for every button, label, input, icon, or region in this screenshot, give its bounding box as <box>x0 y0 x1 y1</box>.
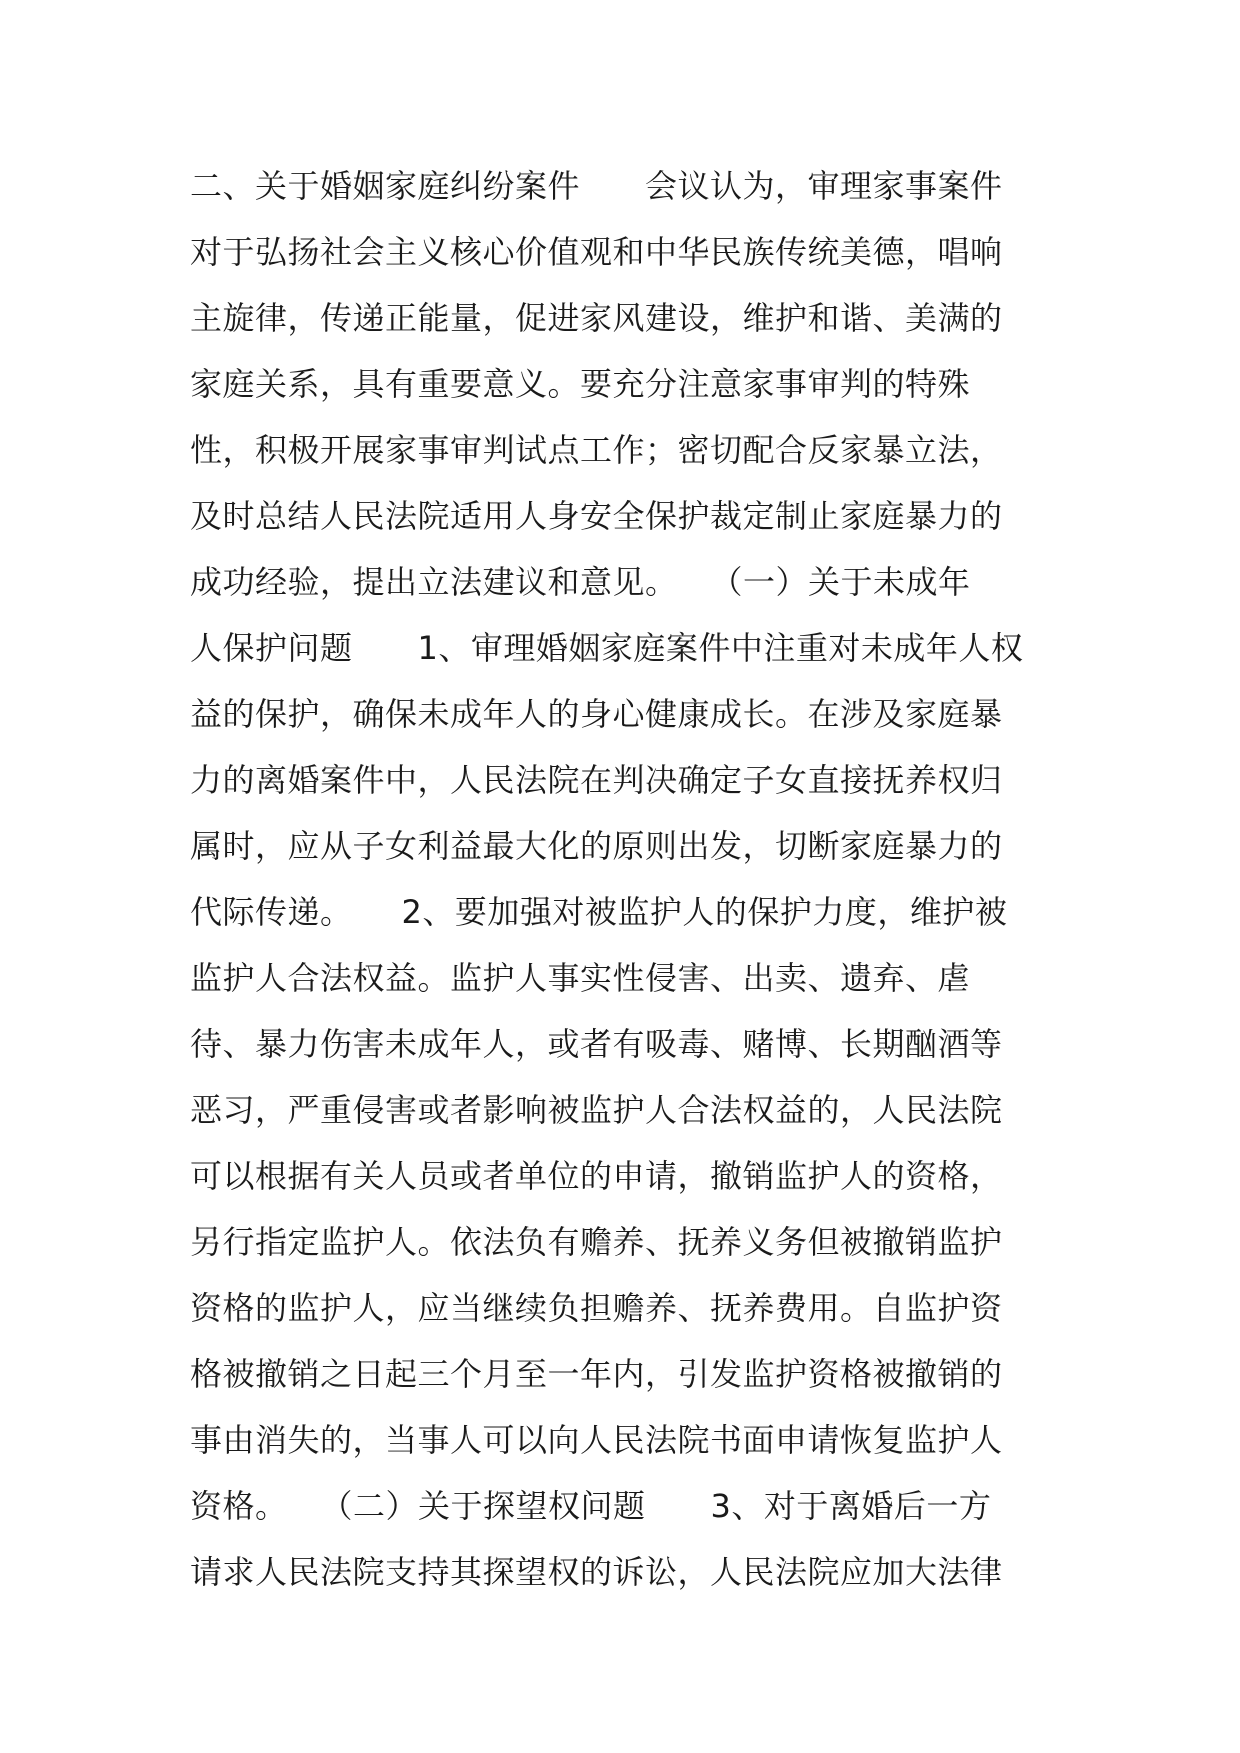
text-line: 可以根据有关人员或者单位的申请，撤销监护人的资格， <box>190 1157 1003 1195</box>
text-line: 主旋律，传递正能量，促进家风建设，维护和谐、美满的 <box>190 299 1003 337</box>
text-line: 对于弘扬社会主义核心价值观和中华民族传统美德，唱响 <box>190 233 1003 271</box>
text-line: 另行指定监护人。依法负有赡养、抚养义务但被撤销监护 <box>190 1223 1003 1261</box>
text-line: 请求人民法院支持其探望权的诉讼，人民法院应加大法律 <box>190 1553 1003 1591</box>
text-line: 力的离婚案件中，人民法院在判决确定子女直接抚养权归 <box>190 761 1003 799</box>
text-line: 人保护问题 1、审理婚姻家庭案件中注重对未成年人权 <box>190 629 1024 667</box>
text-line: 恶习，严重侵害或者影响被监护人合法权益的，人民法院 <box>190 1091 1003 1129</box>
text-line: 监护人合法权益。监护人事实性侵害、出卖、遗弃、虐 <box>190 959 971 997</box>
text-line: 二、关于婚姻家庭纠纷案件 会议认为，审理家事案件 <box>190 167 1003 205</box>
text-line: 及时总结人民法院适用人身安全保护裁定制止家庭暴力的 <box>190 497 1003 535</box>
text-line: 资格的监护人，应当继续负担赡养、抚养费用。自监护资 <box>190 1289 1003 1327</box>
text-line: 格被撤销之日起三个月至一年内，引发监护资格被撤销的 <box>190 1355 1003 1393</box>
text-line: 代际传递。 2、要加强对被监护人的保护力度，维护被 <box>190 893 1008 931</box>
text-line: 属时，应从子女利益最大化的原则出发，切断家庭暴力的 <box>190 827 1003 865</box>
text-line: 家庭关系，具有重要意义。要充分注意家事审判的特殊 <box>190 365 971 403</box>
text-line: 益的保护，确保未成年人的身心健康成长。在涉及家庭暴 <box>190 695 1003 733</box>
text-line: 待、暴力伤害未成年人，或者有吸毒、赌博、长期酗酒等 <box>190 1025 1003 1063</box>
text-line: 资格。 （二）关于探望权问题 3、对于离婚后一方 <box>190 1487 992 1525</box>
text-line: 成功经验，提出立法建议和意见。 （一）关于未成年 <box>190 563 971 601</box>
body-text <box>190 153 1050 1605</box>
text-line: 事由消失的，当事人可以向人民法院书面申请恢复监护人 <box>190 1421 1003 1459</box>
text-line: 性，积极开展家事审判试点工作；密切配合反家暴立法， <box>190 431 1003 469</box>
